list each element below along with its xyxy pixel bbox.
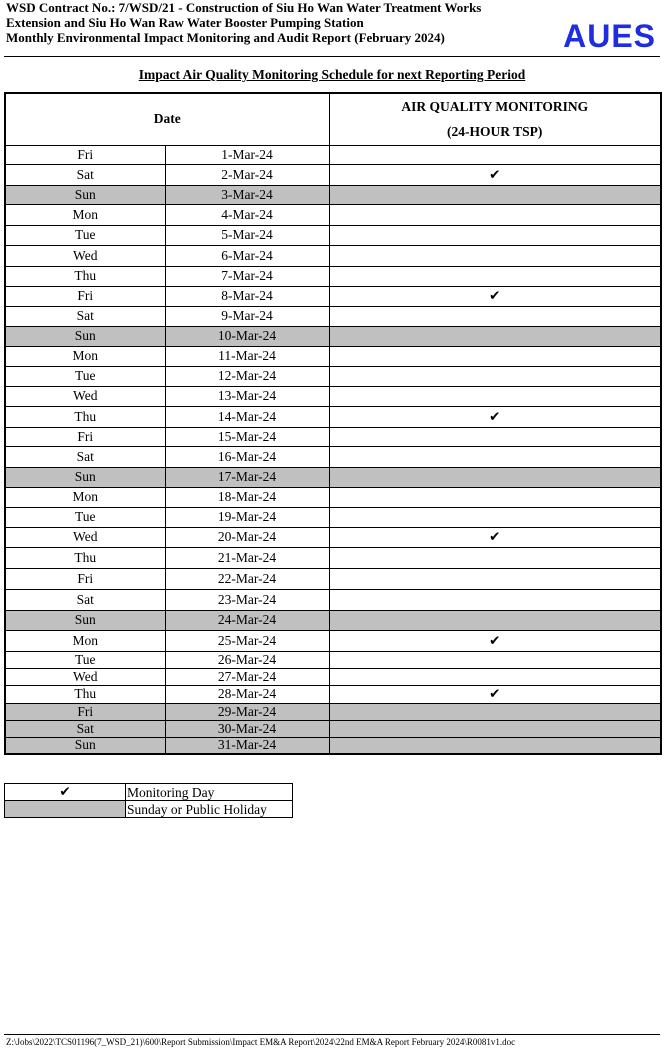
day-cell: Thu xyxy=(5,547,165,568)
monitoring-cell xyxy=(329,225,661,245)
monitoring-cell xyxy=(329,145,661,164)
table-row xyxy=(5,366,661,386)
date-cell: 13-Mar-24 xyxy=(165,386,329,406)
table-row xyxy=(5,386,661,406)
table-row xyxy=(5,507,661,527)
check-icon: ✔ xyxy=(329,286,661,306)
header-line-2: Extension and Siu Ho Wan Raw Water Booster Pumping Station xyxy=(6,15,364,30)
date-header: Date xyxy=(5,93,329,145)
date-cell: 24-Mar-24 xyxy=(165,610,329,630)
date-cell: 25-Mar-24 xyxy=(165,630,329,651)
date-cell: 2-Mar-24 xyxy=(165,164,329,185)
date-cell: 4-Mar-24 xyxy=(165,204,329,225)
monitoring-cell xyxy=(329,306,661,326)
table-row xyxy=(5,668,661,685)
table-row xyxy=(5,225,661,245)
check-icon: ✔ xyxy=(329,630,661,651)
day-cell: Mon xyxy=(5,487,165,507)
date-cell: 14-Mar-24 xyxy=(165,406,329,427)
day-cell: Sat xyxy=(5,446,165,467)
date-cell: 30-Mar-24 xyxy=(165,720,329,737)
date-cell: 5-Mar-24 xyxy=(165,225,329,245)
day-cell: Wed xyxy=(5,527,165,547)
monitoring-cell xyxy=(329,266,661,286)
date-cell: 10-Mar-24 xyxy=(165,326,329,346)
table-row xyxy=(5,266,661,286)
legend-monitoring-row xyxy=(5,784,293,801)
day-cell: Fri xyxy=(5,703,165,720)
monitoring-cell xyxy=(329,589,661,610)
day-cell: Thu xyxy=(5,406,165,427)
day-cell: Sun xyxy=(5,610,165,630)
air-quality-header-line1: AIR QUALITY MONITORING xyxy=(401,98,589,114)
monitoring-cell xyxy=(329,703,661,720)
day-cell: Sat xyxy=(5,306,165,326)
day-cell: Tue xyxy=(5,366,165,386)
legend-holiday-label: Sunday or Public Holiday xyxy=(126,801,293,818)
date-cell: 22-Mar-24 xyxy=(165,568,329,589)
table-row xyxy=(5,703,661,720)
date-cell: 15-Mar-24 xyxy=(165,427,329,446)
file-path-footer: Z:\Jobs\2022\TCS01196(7_WSD_21)\600\Report Submission\Impact EM&A Report\2024\22nd EM&A Report February 2024\R0081v1.doc xyxy=(6,1037,516,1047)
table-row xyxy=(5,346,661,366)
day-cell: Tue xyxy=(5,651,165,668)
date-cell: 23-Mar-24 xyxy=(165,589,329,610)
header-line-1: WSD Contract No.: 7/WSD/21 - Construction of Siu Ho Wan Water Treatment Works xyxy=(6,0,482,15)
day-cell: Sun xyxy=(5,737,165,754)
date-cell: 7-Mar-24 xyxy=(165,266,329,286)
monitoring-cell xyxy=(329,610,661,630)
date-cell: 21-Mar-24 xyxy=(165,547,329,568)
monitoring-cell xyxy=(329,668,661,685)
date-cell: 19-Mar-24 xyxy=(165,507,329,527)
day-cell: Fri xyxy=(5,427,165,446)
day-cell: Wed xyxy=(5,386,165,406)
date-cell: 27-Mar-24 xyxy=(165,668,329,685)
table-row xyxy=(5,185,661,204)
day-cell: Fri xyxy=(5,286,165,306)
date-cell: 3-Mar-24 xyxy=(165,185,329,204)
air-quality-header xyxy=(329,93,661,145)
date-cell: 18-Mar-24 xyxy=(165,487,329,507)
day-cell: Sat xyxy=(5,589,165,610)
table-row xyxy=(5,685,661,703)
day-cell: Sun xyxy=(5,467,165,487)
legend xyxy=(4,783,293,818)
table-row xyxy=(5,204,661,225)
date-cell: 31-Mar-24 xyxy=(165,737,329,754)
table-row xyxy=(5,446,661,467)
date-cell: 11-Mar-24 xyxy=(165,346,329,366)
date-cell: 20-Mar-24 xyxy=(165,527,329,547)
day-cell: Tue xyxy=(5,507,165,527)
table-row xyxy=(5,547,661,568)
monitoring-cell xyxy=(329,467,661,487)
date-cell: 16-Mar-24 xyxy=(165,446,329,467)
monitoring-cell xyxy=(329,204,661,225)
monitoring-cell xyxy=(329,446,661,467)
monitoring-schedule-table xyxy=(4,92,662,755)
aues-logo: AUES xyxy=(563,18,656,54)
header-line-3: Monthly Environmental Impact Monitoring and Audit Report (February 2024) xyxy=(6,30,445,45)
monitoring-cell xyxy=(329,366,661,386)
legend-holiday-row xyxy=(5,801,293,818)
monitoring-cell xyxy=(329,386,661,406)
table-row xyxy=(5,720,661,737)
date-cell: 29-Mar-24 xyxy=(165,703,329,720)
monitoring-cell xyxy=(329,651,661,668)
check-icon: ✔ xyxy=(329,685,661,703)
table-row xyxy=(5,610,661,630)
monitoring-cell xyxy=(329,185,661,204)
day-cell: Sat xyxy=(5,720,165,737)
date-cell: 9-Mar-24 xyxy=(165,306,329,326)
date-cell: 17-Mar-24 xyxy=(165,467,329,487)
monitoring-cell xyxy=(329,487,661,507)
monitoring-cell xyxy=(329,507,661,527)
table-row xyxy=(5,286,661,306)
monitoring-cell xyxy=(329,427,661,446)
table-row xyxy=(5,406,661,427)
monitoring-cell xyxy=(329,326,661,346)
monitoring-cell xyxy=(329,245,661,266)
day-cell: Fri xyxy=(5,145,165,164)
check-icon: ✔ xyxy=(329,406,661,427)
day-cell: Sun xyxy=(5,185,165,204)
day-cell: Fri xyxy=(5,568,165,589)
holiday-swatch xyxy=(5,801,126,818)
table-row xyxy=(5,568,661,589)
day-cell: Thu xyxy=(5,266,165,286)
day-cell: Mon xyxy=(5,630,165,651)
day-cell: Sun xyxy=(5,326,165,346)
date-cell: 12-Mar-24 xyxy=(165,366,329,386)
day-cell: Tue xyxy=(5,225,165,245)
schedule-body xyxy=(5,145,661,754)
table-row xyxy=(5,306,661,326)
day-cell: Wed xyxy=(5,668,165,685)
table-row xyxy=(5,527,661,547)
monitoring-cell xyxy=(329,547,661,568)
table-row xyxy=(5,427,661,446)
report-header xyxy=(6,0,481,45)
check-icon: ✔ xyxy=(329,164,661,185)
table-row xyxy=(5,737,661,754)
table-row xyxy=(5,245,661,266)
day-cell: Mon xyxy=(5,204,165,225)
monitoring-cell xyxy=(329,720,661,737)
date-cell: 26-Mar-24 xyxy=(165,651,329,668)
footer-divider xyxy=(4,1034,660,1035)
legend-monitoring-label: Monitoring Day xyxy=(126,784,293,801)
date-cell: 8-Mar-24 xyxy=(165,286,329,306)
day-cell: Mon xyxy=(5,346,165,366)
check-icon: ✔ xyxy=(5,784,126,801)
day-cell: Sat xyxy=(5,164,165,185)
monitoring-cell xyxy=(329,568,661,589)
table-row xyxy=(5,589,661,610)
table-row xyxy=(5,145,661,164)
day-cell: Wed xyxy=(5,245,165,266)
date-cell: 1-Mar-24 xyxy=(165,145,329,164)
check-icon: ✔ xyxy=(329,527,661,547)
monitoring-cell xyxy=(329,737,661,754)
table-row xyxy=(5,326,661,346)
table-row xyxy=(5,630,661,651)
day-cell: Thu xyxy=(5,685,165,703)
date-cell: 28-Mar-24 xyxy=(165,685,329,703)
date-cell: 6-Mar-24 xyxy=(165,245,329,266)
table-row xyxy=(5,164,661,185)
monitoring-cell xyxy=(329,346,661,366)
header-divider xyxy=(4,56,660,57)
table-row xyxy=(5,651,661,668)
page-title: Impact Air Quality Monitoring Schedule for next Reporting Period xyxy=(138,67,526,82)
air-quality-header-line2: (24-HOUR TSP) xyxy=(447,123,543,139)
table-row xyxy=(5,467,661,487)
table-row xyxy=(5,487,661,507)
